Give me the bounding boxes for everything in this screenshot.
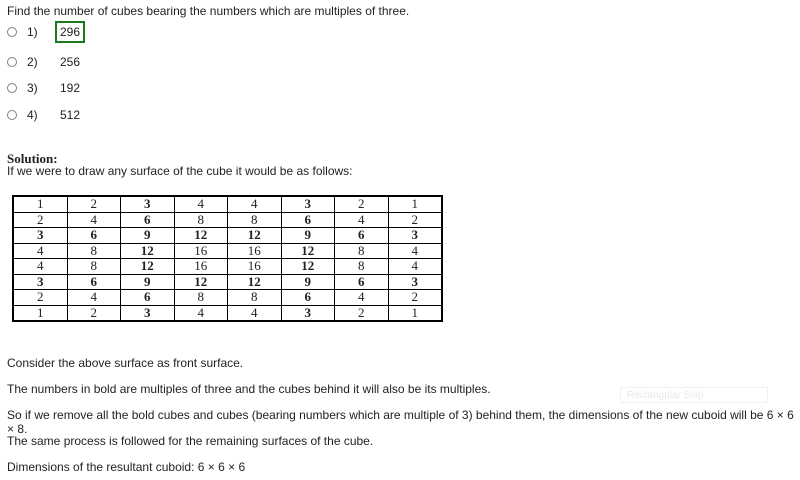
table-cell: 12 [281,259,335,275]
option-1-value: 296 [55,21,85,43]
table-row [13,212,442,228]
paragraph-same-process: The same process is followed for the remaining surfaces of the cube. [7,434,374,448]
table-cell: 3 [388,228,442,244]
option-1[interactable] [7,22,85,42]
table-cell: 4 [174,196,228,212]
table-cell: 2 [13,290,67,306]
option-4-number: 4) [27,108,38,122]
table-cell: 8 [335,259,389,275]
table-cell: 4 [174,305,228,321]
table-cell: 12 [228,274,282,290]
option-3-number: 3) [27,81,38,95]
table-cell: 2 [67,196,121,212]
table-cell: 6 [281,290,335,306]
table-cell: 9 [121,274,175,290]
option-3-radio[interactable] [7,83,17,93]
table-cell: 4 [388,259,442,275]
table-cell: 12 [174,274,228,290]
table-cell: 4 [13,259,67,275]
table-row [13,290,442,306]
table-cell: 6 [67,274,121,290]
table-cell: 1 [13,196,67,212]
table-cell: 2 [388,212,442,228]
table-cell: 4 [228,305,282,321]
option-3-value: 192 [60,81,81,95]
table-cell: 4 [13,243,67,259]
table-row [13,228,442,244]
table-cell: 3 [281,305,335,321]
option-1-number: 1) [27,25,38,39]
table-cell: 12 [121,243,175,259]
table-cell: 8 [335,243,389,259]
paragraph-bold-multiples: The numbers in bold are multiples of three and the cubes behind it will also be its multiples. [7,382,491,396]
paragraph-resultant: Dimensions of the resultant cuboid: 6 × 6 × 6 [7,460,246,474]
table-cell: 4 [67,212,121,228]
table-cell: 3 [13,274,67,290]
table-cell: 12 [281,243,335,259]
table-cell: 9 [121,228,175,244]
table-cell: 6 [67,228,121,244]
table-cell: 16 [174,259,228,275]
table-cell: 6 [335,274,389,290]
table-cell: 16 [174,243,228,259]
option-3[interactable] [7,78,85,98]
paragraph-remove-cubes: So if we remove all the bold cubes and cubes (bearing numbers which are multiple of 3) behind them, the dimensions of the new cuboid will be 6 × 6 × 8. [7,408,794,436]
paragraph-front-surface: Consider the above surface as front surface. [7,356,244,370]
rectangular-snip-watermark: Rectangular Snip [620,387,768,403]
table-cell: 2 [67,305,121,321]
option-4-value: 512 [60,108,81,122]
option-2-radio[interactable] [7,57,17,67]
table-cell: 1 [388,305,442,321]
cube-surface-table [12,195,443,322]
table-cell: 2 [13,212,67,228]
table-cell: 16 [228,259,282,275]
table-cell: 3 [121,196,175,212]
table-cell: 1 [388,196,442,212]
option-1-radio[interactable] [7,27,17,37]
table-cell: 2 [335,196,389,212]
question-text: Find the number of cubes bearing the numbers which are multiples of three. [7,4,410,18]
table-cell: 3 [388,274,442,290]
table-row [13,259,442,275]
table-cell: 6 [121,212,175,228]
table-cell: 8 [228,212,282,228]
table-cell: 6 [121,290,175,306]
table-cell: 12 [174,228,228,244]
table-cell: 4 [388,243,442,259]
table-cell: 9 [281,228,335,244]
table-cell: 3 [281,196,335,212]
option-4[interactable] [7,105,85,125]
table-cell: 8 [67,243,121,259]
table-cell: 4 [335,290,389,306]
table-cell: 4 [67,290,121,306]
table-cell: 2 [335,305,389,321]
table-cell: 16 [228,243,282,259]
table-cell: 8 [174,212,228,228]
table-cell: 8 [228,290,282,306]
table-row [13,196,442,212]
option-2-value: 256 [60,55,81,69]
option-2[interactable] [7,52,85,72]
table-cell: 1 [13,305,67,321]
table-cell: 12 [121,259,175,275]
table-row [13,274,442,290]
solution-intro: If we were to draw any surface of the cube it would be as follows: [7,164,353,178]
table-cell: 4 [335,212,389,228]
table-cell: 8 [67,259,121,275]
solution-heading: Solution: [7,151,58,166]
table-cell: 2 [388,290,442,306]
table-cell: 3 [13,228,67,244]
table-cell: 4 [228,196,282,212]
table-row [13,243,442,259]
table-cell: 8 [174,290,228,306]
table-row [13,305,442,321]
table-cell: 6 [335,228,389,244]
table-cell: 3 [121,305,175,321]
option-2-number: 2) [27,55,38,69]
table-cell: 6 [281,212,335,228]
table-cell: 12 [228,228,282,244]
option-4-radio[interactable] [7,110,17,120]
table-cell: 9 [281,274,335,290]
